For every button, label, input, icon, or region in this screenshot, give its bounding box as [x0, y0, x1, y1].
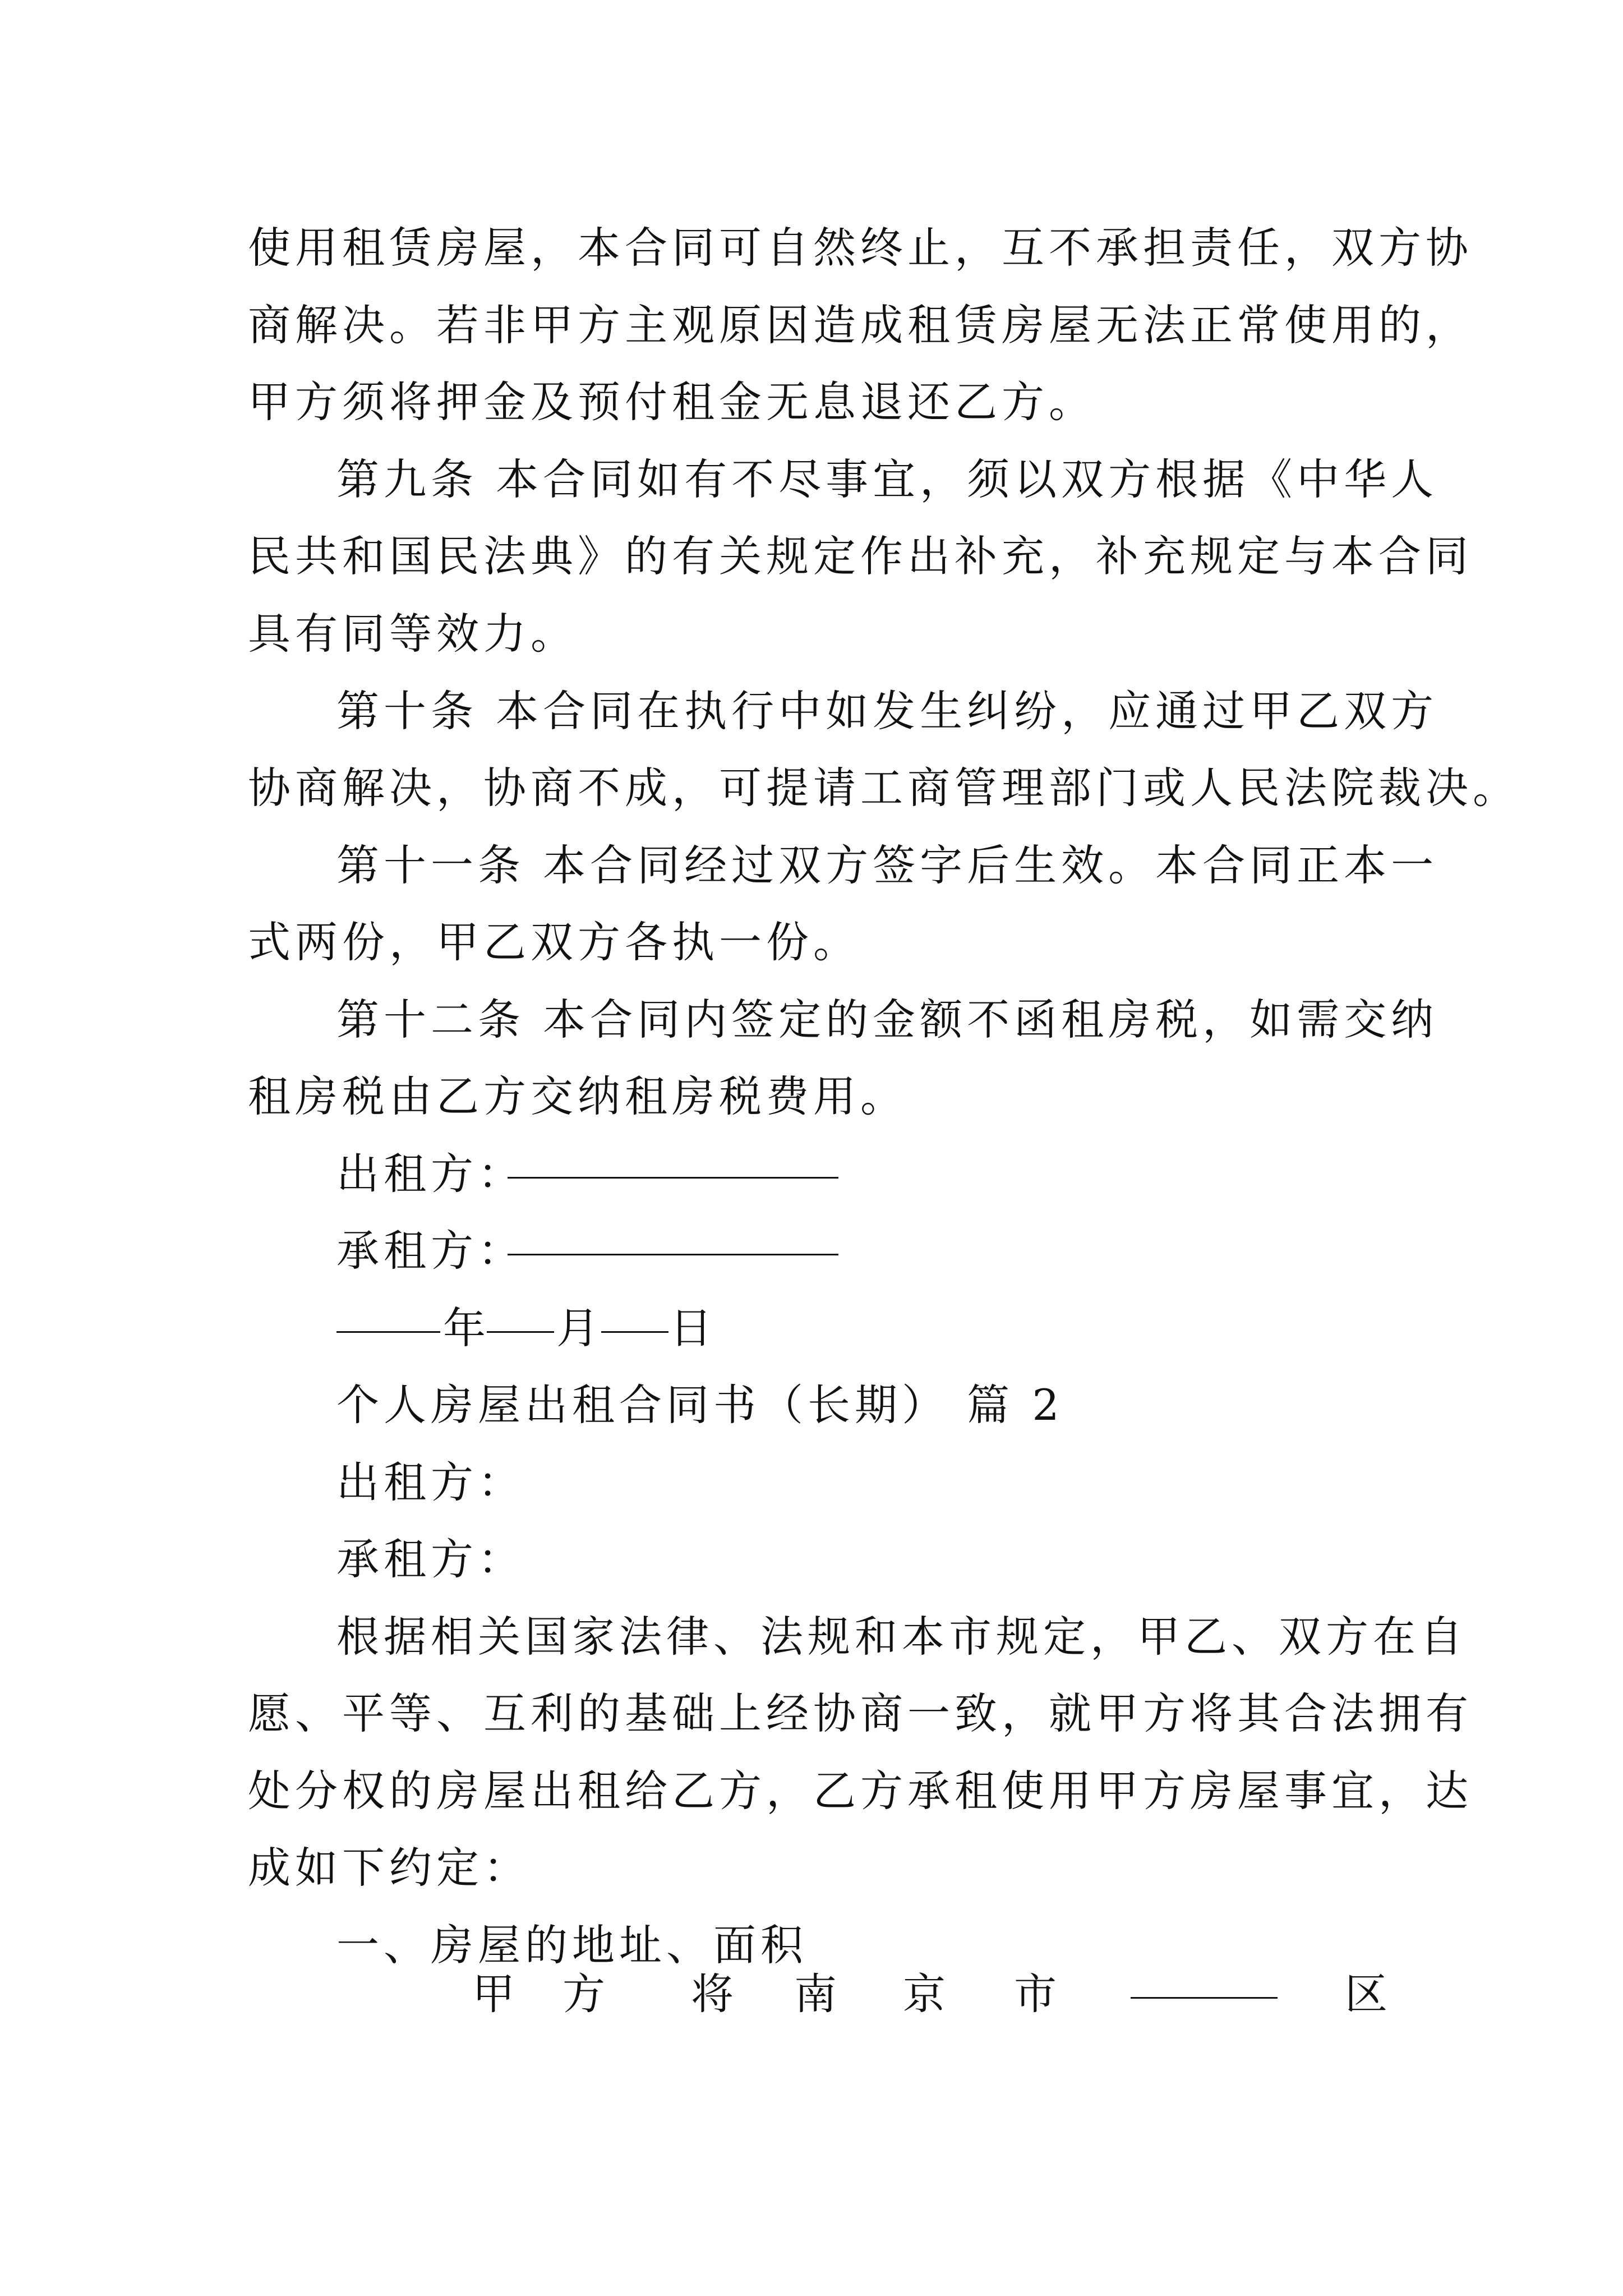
date-month-blank: [487, 1331, 554, 1333]
lessor-signature-label: 出租方：: [336, 1149, 525, 1199]
district-blank: [1131, 1997, 1278, 1999]
article-12-line: 第十二条 本合同内签定的金额不函租房税，如需交纳: [336, 995, 1438, 1045]
address-char: 方: [562, 1969, 605, 2019]
address-char: 京: [903, 1969, 946, 2019]
article-9-line: 第九条 本合同如有不尽事宜，须以双方根据《中华人: [336, 454, 1438, 504]
paragraph-line: 租房税由乙方交纳租房税费用。: [248, 1071, 907, 1121]
paragraph-line: 式两份，甲乙双方各执一份。: [248, 917, 860, 967]
article-11-line: 第十一条 本合同经过双方签字后生效。本合同正本一: [336, 840, 1438, 890]
paragraph-line: 民共和国民法典》的有关规定作出补充，补充规定与本合同: [248, 531, 1473, 581]
article-10-line: 第十条 本合同在执行中如发生纠纷，应通过甲乙双方: [336, 686, 1438, 736]
address-char: 市: [1014, 1969, 1057, 2019]
paragraph-line: 处分权的房屋出租给乙方，乙方承租使用甲方房屋事宜，达: [248, 1766, 1473, 1816]
paragraph-line: 使用租赁房屋，本合同可自然终止，互不承担责任，双方协: [248, 223, 1473, 273]
date-year-label: 年: [443, 1303, 490, 1353]
address-line: [0, 1966, 1623, 2022]
preamble-line: 根据相关国家法律、法规和本市规定，甲乙、双方在自: [336, 1612, 1467, 1662]
date-month-label: 月: [556, 1303, 603, 1353]
date-day-label: 日: [670, 1303, 717, 1353]
address-char: 区: [1345, 1969, 1387, 2019]
paragraph-line: 协商解决，协商不成，可提请工商管理部门或人民法院裁决。: [248, 763, 1520, 813]
lessor-signature-blank: [508, 1177, 838, 1179]
section-title: 个人房屋出租合同书（长期） 篇 2: [336, 1380, 1064, 1430]
paragraph-line: 甲方须将押金及预付租金无息退还乙方。: [248, 377, 1096, 427]
lessee-label: 承租方：: [336, 1534, 525, 1584]
paragraph-line: 愿、平等、互利的基础上经协商一致，就甲方将其合法拥有: [248, 1688, 1473, 1738]
paragraph-line: 具有同等效力。: [248, 609, 578, 659]
address-char: 甲: [472, 1969, 515, 2019]
paragraph-line: 商解决。若非甲方主观原因造成租赁房屋无法正常使用的，: [248, 300, 1473, 350]
lessee-signature-blank: [508, 1254, 838, 1255]
lessee-signature-label: 承租方：: [336, 1226, 525, 1276]
date-day-blank: [601, 1331, 668, 1333]
address-char: 南: [794, 1969, 837, 2019]
address-char: 将: [691, 1969, 734, 2019]
lessor-label: 出租方：: [336, 1457, 525, 1507]
clause-heading: 一、房屋的地址、面积: [336, 1920, 808, 1970]
paragraph-line: 成如下约定：: [248, 1843, 531, 1893]
date-year-blank: [336, 1331, 440, 1333]
